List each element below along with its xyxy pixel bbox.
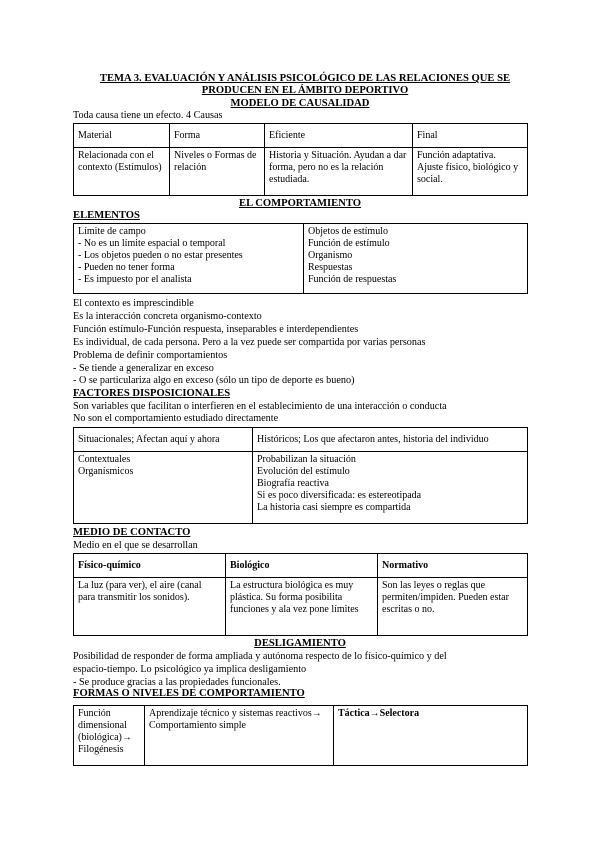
causal-header-material: Material <box>74 124 170 148</box>
elements-heading: ELEMENTOS <box>73 210 140 221</box>
dispositional-intro: Son variables que facilitan o interfieren en el establecimiento de una interacción o conducta <box>73 401 447 412</box>
elements-table <box>73 223 528 294</box>
causal-cell-final: Función adaptativa. Ajuste físico, biológico y social. <box>413 148 528 196</box>
behavior-note: - Se tiende a generalizar en exceso <box>73 363 214 374</box>
levels-cell-tactica: Táctica→Selectora <box>334 706 528 766</box>
elements-right-cell <box>304 224 528 294</box>
elements-left-item: - Es impuesto por el analista <box>78 274 192 285</box>
levels-cell-filogenesis: Función dimensional (biológica)→ Filogénesis <box>74 706 145 766</box>
detachment-line: Posibilidad de responder de forma ampliada y autónoma respecto de lo físico-químico y del <box>73 651 447 662</box>
elements-left-item: - Los objetos pueden o no estar presentes <box>78 250 243 261</box>
dispositional-right-item: Evolución del estímulo <box>257 466 350 477</box>
elements-left-item: - No es un límite espacial o temporal <box>78 238 226 249</box>
contact-table <box>73 553 528 636</box>
dispositional-left-item: Contextuales <box>78 454 131 465</box>
title-line-1: TEMA 3. EVALUACIÓN Y ANÁLISIS PSICOLÓGICO DE LAS RELACIONES QUE SE <box>99 73 511 84</box>
elements-right-item: Función de respuestas <box>308 274 397 285</box>
dispositional-left-item: Organísmicos <box>78 466 134 477</box>
detachment-heading: DESLIGAMIENTO <box>254 638 346 649</box>
causal-table <box>73 123 528 196</box>
elements-right-item: Respuestas <box>308 262 353 273</box>
contact-cell-fisico: La luz (para ver), el aire (canal para transmitir los sonidos). <box>74 578 226 636</box>
dispositional-right-item: Biografía reactiva <box>257 478 329 489</box>
causal-cell-eficiente: Historia y Situación. Ayudan a dar forma, pero no es la relación estudiada. <box>265 148 413 196</box>
elements-left-item: - Pueden no tener forma <box>78 262 175 273</box>
behavior-note: Función estímulo-Función respuesta, inseparables e interdependientes <box>73 324 359 335</box>
causal-header-final: Final <box>413 124 528 148</box>
contact-cell-normativo: Son las leyes o reglas que permiten/impiden. Pueden estar escritas o no. <box>378 578 528 636</box>
causal-intro: Toda causa tiene un efecto. 4 Causas <box>73 110 223 121</box>
dispositional-table <box>73 427 528 524</box>
detachment-line: espacio-tiempo. Lo psicológico ya implica desligamiento <box>73 664 307 675</box>
elements-left-item: Límite de campo <box>78 226 146 237</box>
causal-cell-forma: Niveles o Formas de relación <box>170 148 265 196</box>
behavior-note: El contexto es imprescindible <box>73 298 194 309</box>
levels-heading: FORMAS O NIVELES DE COMPORTAMIENTO <box>73 688 305 699</box>
levels-table <box>73 705 528 766</box>
elements-right-item: Organismo <box>308 250 353 261</box>
document-title <box>70 73 540 97</box>
behavior-note: Es la interacción concreta organismo-contexto <box>73 311 262 322</box>
dispositional-header-situational: Situacionales; Afectan aquí y ahora <box>74 428 253 452</box>
dispositional-left-cell <box>74 452 253 524</box>
behavior-note: Problema de definir comportamientos <box>73 350 228 361</box>
dispositional-header-historical: Históricos; Los que afectaron antes, historia del individuo <box>253 428 528 452</box>
causal-cell-material: Relacionada con el contexto (Estímulos) <box>74 148 170 196</box>
behavior-heading: EL COMPORTAMIENTO <box>239 198 361 209</box>
dispositional-intro: No son el comportamiento estudiado directamente <box>73 413 279 424</box>
contact-header-fisico: Físico-químico <box>74 554 226 578</box>
elements-right-item: Función de estímulo <box>308 238 390 249</box>
levels-cell-simple: Aprendizaje técnico y sistemas reactivos→ Comportamiento simple <box>145 706 334 766</box>
contact-heading: MEDIO DE CONTACTO <box>73 527 191 538</box>
dispositional-heading: FACTORES DISPOSICIONALES <box>73 388 231 399</box>
contact-header-normativo: Normativo <box>378 554 528 578</box>
behavior-note: - O se particulariza algo en exceso (sólo un tipo de deporte es bueno) <box>73 375 355 386</box>
causal-header-eficiente: Eficiente <box>265 124 413 148</box>
dispositional-right-cell <box>253 452 528 524</box>
contact-cell-biologico: La estructura biológica es muy plástica. Su forma posibilita funciones y ala vez pone límites <box>226 578 378 636</box>
elements-right-item: Objetos de estímulo <box>308 226 388 237</box>
dispositional-right-item: Si es poco diversificada: es estereotipada <box>257 490 422 501</box>
causal-heading: MODELO DE CAUSALIDAD <box>230 98 370 109</box>
behavior-note: Es individual, de cada persona. Pero a la vez puede ser compartida por varias personas <box>73 337 426 348</box>
title-line-2: PRODUCEN EN EL ÁMBITO DEPORTIVO <box>201 85 409 96</box>
contact-intro: Medio en el que se desarrollan <box>73 540 198 551</box>
detachment-line: - Se produce gracias a las propiedades funcionales. <box>73 677 281 688</box>
causal-header-forma: Forma <box>170 124 265 148</box>
contact-header-biologico: Biológico <box>226 554 378 578</box>
elements-left-cell <box>74 224 304 294</box>
dispositional-right-item: Probabilizan la situación <box>257 454 356 465</box>
dispositional-right-item: La historia casi siempre es compartida <box>257 502 411 513</box>
